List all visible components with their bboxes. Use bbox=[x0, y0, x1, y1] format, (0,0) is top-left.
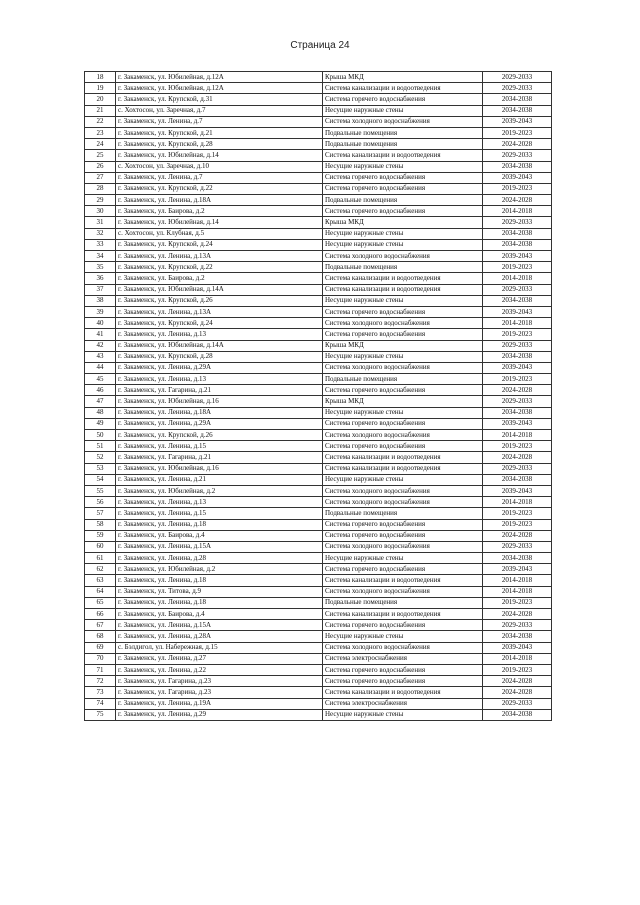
address-cell: г. Закаменск, ул. Юбилейная, д.14А bbox=[116, 340, 323, 351]
row-number-cell: 48 bbox=[85, 407, 116, 418]
row-number-cell: 46 bbox=[85, 385, 116, 396]
repair-period-cell: 2029-2033 bbox=[483, 463, 552, 474]
structural-element-cell: Система холодного водоснабжения bbox=[323, 541, 483, 552]
row-number-cell: 56 bbox=[85, 497, 116, 508]
row-number-cell: 29 bbox=[85, 195, 116, 206]
repair-period-cell: 2029-2033 bbox=[483, 150, 552, 161]
repair-period-cell: 2014-2018 bbox=[483, 653, 552, 664]
address-cell: г. Закаменск, ул. Ленина, д.28А bbox=[116, 631, 323, 642]
table-row bbox=[85, 396, 552, 407]
structural-element-cell: Подвальные помещения bbox=[323, 139, 483, 150]
repair-period-cell: 2014-2018 bbox=[483, 575, 552, 586]
address-cell: г. Закаменск, ул. Ленина, д.15А bbox=[116, 541, 323, 552]
row-number-cell: 30 bbox=[85, 206, 116, 217]
address-cell: г. Закаменск, ул. Ленина, д.18 bbox=[116, 519, 323, 530]
repair-period-cell: 2019-2023 bbox=[483, 329, 552, 340]
address-cell: г. Закаменск, ул. Крупской, д.21 bbox=[116, 127, 323, 138]
repair-period-cell: 2019-2023 bbox=[483, 664, 552, 675]
table-row bbox=[85, 609, 552, 620]
row-number-cell: 51 bbox=[85, 441, 116, 452]
table-row bbox=[85, 116, 552, 127]
row-number-cell: 43 bbox=[85, 351, 116, 362]
structural-element-cell: Система холодного водоснабжения bbox=[323, 586, 483, 597]
address-cell: г. Закаменск, ул. Гагарина, д.23 bbox=[116, 687, 323, 698]
table-row bbox=[85, 139, 552, 150]
table-row bbox=[85, 161, 552, 172]
repair-period-cell: 2039-2043 bbox=[483, 362, 552, 373]
row-number-cell: 61 bbox=[85, 553, 116, 564]
structural-element-cell: Крыша МКД bbox=[323, 72, 483, 83]
structural-element-cell: Система холодного водоснабжения bbox=[323, 318, 483, 329]
row-number-cell: 59 bbox=[85, 530, 116, 541]
address-cell: г. Закаменск, ул. Ленина, д.27 bbox=[116, 653, 323, 664]
structural-element-cell: Крыша МКД bbox=[323, 396, 483, 407]
table-row bbox=[85, 407, 552, 418]
structural-element-cell: Несущие наружные стены bbox=[323, 709, 483, 720]
repair-period-cell: 2019-2023 bbox=[483, 519, 552, 530]
structural-element-cell: Крыша МКД bbox=[323, 217, 483, 228]
address-cell: г. Закаменск, ул. Ленина, д.18А bbox=[116, 407, 323, 418]
row-number-cell: 45 bbox=[85, 374, 116, 385]
row-number-cell: 26 bbox=[85, 161, 116, 172]
address-cell: г. Закаменск, ул. Крупской, д.28 bbox=[116, 351, 323, 362]
structural-element-cell: Система горячего водоснабжения bbox=[323, 530, 483, 541]
repair-period-cell: 2034-2038 bbox=[483, 553, 552, 564]
page-label: Страница 24 bbox=[290, 40, 350, 51]
row-number-cell: 27 bbox=[85, 172, 116, 183]
structural-element-cell: Система канализации и водоотведения bbox=[323, 463, 483, 474]
structural-element-cell: Подвальные помещения bbox=[323, 374, 483, 385]
structural-element-cell: Система канализации и водоотведения bbox=[323, 83, 483, 94]
structural-element-cell: Система горячего водоснабжения bbox=[323, 418, 483, 429]
structural-element-cell: Подвальные помещения bbox=[323, 262, 483, 273]
address-cell: г. Закаменск, ул. Ленина, д.29А bbox=[116, 418, 323, 429]
structural-element-cell: Система холодного водоснабжения bbox=[323, 485, 483, 496]
repair-period-cell: 2034-2038 bbox=[483, 709, 552, 720]
row-number-cell: 21 bbox=[85, 105, 116, 116]
table-body bbox=[85, 72, 552, 721]
repair-schedule-table bbox=[84, 71, 552, 721]
repair-period-cell: 2014-2018 bbox=[483, 497, 552, 508]
address-cell: г. Закаменск, ул. Крупской, д.26 bbox=[116, 295, 323, 306]
address-cell: г. Закаменск, ул. Крупской, д.22 bbox=[116, 183, 323, 194]
repair-period-cell: 2039-2043 bbox=[483, 172, 552, 183]
table-row bbox=[85, 575, 552, 586]
repair-period-cell: 2034-2038 bbox=[483, 295, 552, 306]
row-number-cell: 37 bbox=[85, 284, 116, 295]
row-number-cell: 65 bbox=[85, 597, 116, 608]
table-row bbox=[85, 239, 552, 250]
address-cell: г. Закаменск, ул. Титова, д.9 bbox=[116, 586, 323, 597]
structural-element-cell: Несущие наружные стены bbox=[323, 631, 483, 642]
structural-element-cell: Система горячего водоснабжения bbox=[323, 385, 483, 396]
structural-element-cell: Система холодного водоснабжения bbox=[323, 430, 483, 441]
structural-element-cell: Система горячего водоснабжения bbox=[323, 172, 483, 183]
repair-period-cell: 2024-2028 bbox=[483, 139, 552, 150]
structural-element-cell: Система канализации и водоотведения bbox=[323, 150, 483, 161]
structural-element-cell: Система канализации и водоотведения bbox=[323, 273, 483, 284]
repair-period-cell: 2024-2028 bbox=[483, 609, 552, 620]
row-number-cell: 47 bbox=[85, 396, 116, 407]
table-row bbox=[85, 127, 552, 138]
address-cell: г. Закаменск, ул. Крупской, д.24 bbox=[116, 239, 323, 250]
table-row bbox=[85, 362, 552, 373]
table-row bbox=[85, 251, 552, 262]
row-number-cell: 57 bbox=[85, 508, 116, 519]
repair-period-cell: 2019-2023 bbox=[483, 183, 552, 194]
address-cell: г. Закаменск, ул. Юбилейная, д.14 bbox=[116, 150, 323, 161]
address-cell: г. Закаменск, ул. Юбилейная, д.2 bbox=[116, 485, 323, 496]
table-row bbox=[85, 508, 552, 519]
row-number-cell: 55 bbox=[85, 485, 116, 496]
structural-element-cell: Система канализации и водоотведения bbox=[323, 284, 483, 295]
structural-element-cell: Несущие наружные стены bbox=[323, 553, 483, 564]
address-cell: с. Хохтосон, ул. Клубная, д.5 bbox=[116, 228, 323, 239]
table-row bbox=[85, 485, 552, 496]
repair-period-cell: 2019-2023 bbox=[483, 127, 552, 138]
table-row bbox=[85, 105, 552, 116]
repair-period-cell: 2019-2023 bbox=[483, 508, 552, 519]
row-number-cell: 18 bbox=[85, 72, 116, 83]
table-row bbox=[85, 676, 552, 687]
address-cell: г. Закаменск, ул. Ленина, д.18 bbox=[116, 575, 323, 586]
table-row bbox=[85, 564, 552, 575]
address-cell: г. Закаменск, ул. Юбилейная, д.16 bbox=[116, 396, 323, 407]
structural-element-cell: Подвальные помещения bbox=[323, 127, 483, 138]
row-number-cell: 73 bbox=[85, 687, 116, 698]
structural-element-cell: Несущие наружные стены bbox=[323, 407, 483, 418]
row-number-cell: 54 bbox=[85, 474, 116, 485]
repair-period-cell: 2024-2028 bbox=[483, 195, 552, 206]
address-cell: г. Закаменск, ул. Ленина, д.13А bbox=[116, 306, 323, 317]
repair-period-cell: 2039-2043 bbox=[483, 485, 552, 496]
table-row bbox=[85, 273, 552, 284]
address-cell: г. Закаменск, ул. Ленина, д.29 bbox=[116, 709, 323, 720]
address-cell: с. Хохтосон, ул. Заречная, д.7 bbox=[116, 105, 323, 116]
repair-period-cell: 2024-2028 bbox=[483, 676, 552, 687]
row-number-cell: 39 bbox=[85, 306, 116, 317]
repair-period-cell: 2039-2043 bbox=[483, 306, 552, 317]
structural-element-cell: Система горячего водоснабжения bbox=[323, 664, 483, 675]
row-number-cell: 63 bbox=[85, 575, 116, 586]
table-row bbox=[85, 374, 552, 385]
row-number-cell: 24 bbox=[85, 139, 116, 150]
table-row bbox=[85, 586, 552, 597]
row-number-cell: 25 bbox=[85, 150, 116, 161]
address-cell: г. Закаменск, ул. Ленина, д.21 bbox=[116, 474, 323, 485]
address-cell: г. Закаменск, ул. Ленина, д.15 bbox=[116, 508, 323, 519]
table-row bbox=[85, 228, 552, 239]
address-cell: г. Закаменск, ул. Баирова, д.4 bbox=[116, 530, 323, 541]
row-number-cell: 74 bbox=[85, 698, 116, 709]
table-row bbox=[85, 698, 552, 709]
address-cell: г. Закаменск, ул. Юбилейная, д.12А bbox=[116, 72, 323, 83]
table-row bbox=[85, 687, 552, 698]
repair-period-cell: 2039-2043 bbox=[483, 116, 552, 127]
repair-period-cell: 2019-2023 bbox=[483, 262, 552, 273]
address-cell: г. Закаменск, ул. Ленина, д.19А bbox=[116, 698, 323, 709]
table-row bbox=[85, 709, 552, 720]
row-number-cell: 50 bbox=[85, 430, 116, 441]
address-cell: г. Закаменск, ул. Ленина, д.13А bbox=[116, 251, 323, 262]
structural-element-cell: Система горячего водоснабжения bbox=[323, 519, 483, 530]
row-number-cell: 28 bbox=[85, 183, 116, 194]
address-cell: г. Закаменск, ул. Ленина, д.18 bbox=[116, 597, 323, 608]
table-row bbox=[85, 664, 552, 675]
repair-period-cell: 2019-2023 bbox=[483, 597, 552, 608]
structural-element-cell: Система горячего водоснабжения bbox=[323, 206, 483, 217]
repair-period-cell: 2029-2033 bbox=[483, 541, 552, 552]
structural-element-cell: Система холодного водоснабжения bbox=[323, 251, 483, 262]
table-row bbox=[85, 183, 552, 194]
structural-element-cell: Система горячего водоснабжения bbox=[323, 329, 483, 340]
repair-period-cell: 2014-2018 bbox=[483, 206, 552, 217]
repair-period-cell: 2014-2018 bbox=[483, 430, 552, 441]
row-number-cell: 33 bbox=[85, 239, 116, 250]
structural-element-cell: Подвальные помещения bbox=[323, 597, 483, 608]
table-row bbox=[85, 530, 552, 541]
row-number-cell: 40 bbox=[85, 318, 116, 329]
table-row bbox=[85, 217, 552, 228]
address-cell: г. Закаменск, ул. Ленина, д.18А bbox=[116, 195, 323, 206]
repair-period-cell: 2029-2033 bbox=[483, 340, 552, 351]
repair-period-cell: 2039-2043 bbox=[483, 642, 552, 653]
repair-period-cell: 2039-2043 bbox=[483, 564, 552, 575]
table-row bbox=[85, 497, 552, 508]
address-cell: г. Закаменск, ул. Крупской, д.28 bbox=[116, 139, 323, 150]
row-number-cell: 68 bbox=[85, 631, 116, 642]
table-row bbox=[85, 206, 552, 217]
structural-element-cell: Несущие наружные стены bbox=[323, 474, 483, 485]
table-row bbox=[85, 340, 552, 351]
repair-period-cell: 2029-2033 bbox=[483, 217, 552, 228]
repair-period-cell: 2034-2038 bbox=[483, 351, 552, 362]
repair-period-cell: 2029-2033 bbox=[483, 83, 552, 94]
address-cell: г. Закаменск, ул. Юбилейная, д.2 bbox=[116, 564, 323, 575]
table-row bbox=[85, 284, 552, 295]
table-row bbox=[85, 83, 552, 94]
row-number-cell: 64 bbox=[85, 586, 116, 597]
address-cell: г. Закаменск, ул. Юбилейная, д.14 bbox=[116, 217, 323, 228]
table-row bbox=[85, 463, 552, 474]
row-number-cell: 67 bbox=[85, 620, 116, 631]
repair-period-cell: 2034-2038 bbox=[483, 105, 552, 116]
row-number-cell: 69 bbox=[85, 642, 116, 653]
structural-element-cell: Несущие наружные стены bbox=[323, 228, 483, 239]
structural-element-cell: Подвальные помещения bbox=[323, 195, 483, 206]
structural-element-cell: Система холодного водоснабжения bbox=[323, 362, 483, 373]
address-cell: г. Закаменск, ул. Юбилейная, д.14А bbox=[116, 284, 323, 295]
address-cell: г. Закаменск, ул. Баирова, д.2 bbox=[116, 206, 323, 217]
structural-element-cell: Несущие наружные стены bbox=[323, 105, 483, 116]
repair-period-cell: 2024-2028 bbox=[483, 452, 552, 463]
row-number-cell: 42 bbox=[85, 340, 116, 351]
row-number-cell: 20 bbox=[85, 94, 116, 105]
row-number-cell: 38 bbox=[85, 295, 116, 306]
row-number-cell: 49 bbox=[85, 418, 116, 429]
structural-element-cell: Крыша МКД bbox=[323, 340, 483, 351]
address-cell: г. Закаменск, ул. Ленина, д.7 bbox=[116, 116, 323, 127]
address-cell: с. Бэлдигол, ул. Набережная, д.15 bbox=[116, 642, 323, 653]
row-number-cell: 62 bbox=[85, 564, 116, 575]
table-row bbox=[85, 195, 552, 206]
address-cell: г. Закаменск, ул. Ленина, д.22 bbox=[116, 664, 323, 675]
row-number-cell: 53 bbox=[85, 463, 116, 474]
repair-period-cell: 2029-2033 bbox=[483, 284, 552, 295]
row-number-cell: 32 bbox=[85, 228, 116, 239]
row-number-cell: 41 bbox=[85, 329, 116, 340]
row-number-cell: 66 bbox=[85, 609, 116, 620]
address-cell: г. Закаменск, ул. Ленина, д.29А bbox=[116, 362, 323, 373]
table-row bbox=[85, 295, 552, 306]
table-row bbox=[85, 262, 552, 273]
repair-period-cell: 2034-2038 bbox=[483, 474, 552, 485]
row-number-cell: 36 bbox=[85, 273, 116, 284]
repair-period-cell: 2029-2033 bbox=[483, 698, 552, 709]
address-cell: г. Закаменск, ул. Гагарина, д.21 bbox=[116, 452, 323, 463]
address-cell: г. Закаменск, ул. Ленина, д.15А bbox=[116, 620, 323, 631]
address-cell: г. Закаменск, ул. Крупской, д.22 bbox=[116, 262, 323, 273]
repair-period-cell: 2014-2018 bbox=[483, 318, 552, 329]
repair-period-cell: 2039-2043 bbox=[483, 418, 552, 429]
table-row bbox=[85, 653, 552, 664]
address-cell: с. Хохтосон, ул. Заречная, д.10 bbox=[116, 161, 323, 172]
repair-period-cell: 2034-2038 bbox=[483, 631, 552, 642]
address-cell: г. Закаменск, ул. Крупской, д.24 bbox=[116, 318, 323, 329]
table-row bbox=[85, 642, 552, 653]
address-cell: г. Закаменск, ул. Баирова, д.2 bbox=[116, 273, 323, 284]
table-row bbox=[85, 318, 552, 329]
repair-period-cell: 2024-2028 bbox=[483, 687, 552, 698]
address-cell: г. Закаменск, ул. Юбилейная, д.16 bbox=[116, 463, 323, 474]
structural-element-cell: Система горячего водоснабжения bbox=[323, 183, 483, 194]
row-number-cell: 19 bbox=[85, 83, 116, 94]
table-row bbox=[85, 329, 552, 340]
repair-period-cell: 2034-2038 bbox=[483, 407, 552, 418]
address-cell: г. Закаменск, ул. Ленина, д.28 bbox=[116, 553, 323, 564]
table-row bbox=[85, 553, 552, 564]
table-row bbox=[85, 150, 552, 161]
row-number-cell: 35 bbox=[85, 262, 116, 273]
table-row bbox=[85, 385, 552, 396]
address-cell: г. Закаменск, ул. Ленина, д.13 bbox=[116, 329, 323, 340]
structural-element-cell: Система холодного водоснабжения bbox=[323, 642, 483, 653]
repair-period-cell: 2034-2038 bbox=[483, 161, 552, 172]
repair-period-cell: 2014-2018 bbox=[483, 273, 552, 284]
row-number-cell: 34 bbox=[85, 251, 116, 262]
address-cell: г. Закаменск, ул. Ленина, д.15 bbox=[116, 441, 323, 452]
structural-element-cell: Несущие наружные стены bbox=[323, 295, 483, 306]
structural-element-cell: Система горячего водоснабжения bbox=[323, 441, 483, 452]
structural-element-cell: Система электроснабжения bbox=[323, 653, 483, 664]
table-row bbox=[85, 418, 552, 429]
address-cell: г. Закаменск, ул. Крупской, д.31 bbox=[116, 94, 323, 105]
row-number-cell: 72 bbox=[85, 676, 116, 687]
row-number-cell: 52 bbox=[85, 452, 116, 463]
structural-element-cell: Система горячего водоснабжения bbox=[323, 94, 483, 105]
structural-element-cell: Система холодного водоснабжения bbox=[323, 497, 483, 508]
structural-element-cell: Система канализации и водоотведения bbox=[323, 575, 483, 586]
row-number-cell: 22 bbox=[85, 116, 116, 127]
address-cell: г. Закаменск, ул. Крупской, д.26 bbox=[116, 430, 323, 441]
structural-element-cell: Система горячего водоснабжения bbox=[323, 306, 483, 317]
structural-element-cell: Система электроснабжения bbox=[323, 698, 483, 709]
table-row bbox=[85, 430, 552, 441]
table-row bbox=[85, 620, 552, 631]
row-number-cell: 44 bbox=[85, 362, 116, 373]
repair-period-cell: 2039-2043 bbox=[483, 251, 552, 262]
row-number-cell: 75 bbox=[85, 709, 116, 720]
table-row bbox=[85, 474, 552, 485]
repair-period-cell: 2024-2028 bbox=[483, 530, 552, 541]
table-row bbox=[85, 172, 552, 183]
address-cell: г. Закаменск, ул. Баирова, д.4 bbox=[116, 609, 323, 620]
repair-period-cell: 2019-2023 bbox=[483, 374, 552, 385]
table-row bbox=[85, 597, 552, 608]
structural-element-cell: Несущие наружные стены bbox=[323, 351, 483, 362]
structural-element-cell: Система канализации и водоотведения bbox=[323, 687, 483, 698]
address-cell: г. Закаменск, ул. Гагарина, д.23 bbox=[116, 676, 323, 687]
table-row bbox=[85, 72, 552, 83]
address-cell: г. Закаменск, ул. Ленина, д.7 bbox=[116, 172, 323, 183]
row-number-cell: 58 bbox=[85, 519, 116, 530]
table-row bbox=[85, 351, 552, 362]
address-cell: г. Закаменск, ул. Ленина, д.13 bbox=[116, 497, 323, 508]
repair-period-cell: 2029-2033 bbox=[483, 396, 552, 407]
row-number-cell: 71 bbox=[85, 664, 116, 675]
row-number-cell: 70 bbox=[85, 653, 116, 664]
repair-period-cell: 2019-2023 bbox=[483, 441, 552, 452]
table-row bbox=[85, 94, 552, 105]
structural-element-cell: Несущие наружные стены bbox=[323, 239, 483, 250]
repair-period-cell: 2029-2033 bbox=[483, 72, 552, 83]
repair-period-cell: 2034-2038 bbox=[483, 239, 552, 250]
table-row bbox=[85, 441, 552, 452]
address-cell: г. Закаменск, ул. Гагарина, д.21 bbox=[116, 385, 323, 396]
repair-period-cell: 2029-2033 bbox=[483, 620, 552, 631]
structural-element-cell: Система канализации и водоотведения bbox=[323, 452, 483, 463]
structural-element-cell: Система канализации и водоотведения bbox=[323, 609, 483, 620]
structural-element-cell: Подвальные помещения bbox=[323, 508, 483, 519]
row-number-cell: 60 bbox=[85, 541, 116, 552]
structural-element-cell: Система холодного водоснабжения bbox=[323, 116, 483, 127]
address-cell: г. Закаменск, ул. Ленина, д.13 bbox=[116, 374, 323, 385]
table-row bbox=[85, 541, 552, 552]
structural-element-cell: Несущие наружные стены bbox=[323, 161, 483, 172]
table-row bbox=[85, 519, 552, 530]
repair-period-cell: 2034-2038 bbox=[483, 94, 552, 105]
repair-period-cell: 2024-2028 bbox=[483, 385, 552, 396]
repair-period-cell: 2034-2038 bbox=[483, 228, 552, 239]
repair-period-cell: 2014-2018 bbox=[483, 586, 552, 597]
address-cell: г. Закаменск, ул. Юбилейная, д.12А bbox=[116, 83, 323, 94]
table-row bbox=[85, 631, 552, 642]
row-number-cell: 23 bbox=[85, 127, 116, 138]
row-number-cell: 31 bbox=[85, 217, 116, 228]
table-row bbox=[85, 306, 552, 317]
structural-element-cell: Система горячего водоснабжения bbox=[323, 676, 483, 687]
structural-element-cell: Система горячего водоснабжения bbox=[323, 620, 483, 631]
table-row bbox=[85, 452, 552, 463]
structural-element-cell: Система горячего водоснабжения bbox=[323, 564, 483, 575]
